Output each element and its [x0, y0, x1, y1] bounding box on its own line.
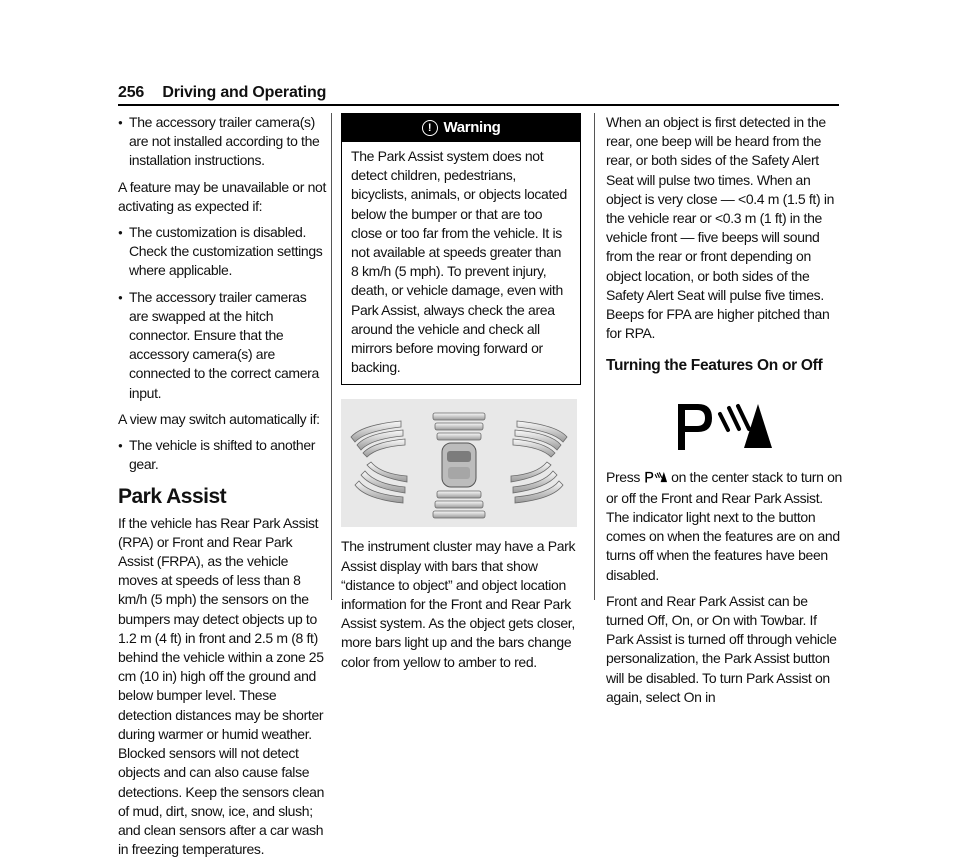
page-number: 256	[118, 84, 145, 101]
park-assist-inline-icon	[644, 470, 668, 489]
park-assist-display-illustration	[341, 399, 577, 527]
paragraph: A feature may be unavailable or not activating as expected if:	[118, 178, 327, 214]
list-item: ● The accessory trailer cameras are swapped at the hitch connector. Ensure that the accessory camera(s) are connected to the correct camera input.	[118, 288, 326, 403]
column-divider	[594, 113, 595, 600]
list-item: ● The vehicle is shifted to another gear.	[118, 436, 326, 474]
column-divider	[331, 113, 332, 600]
section-heading: Park Assist	[118, 485, 227, 509]
park-assist-button-icon	[606, 388, 842, 464]
park-assist-display-svg	[341, 399, 577, 527]
warning-text: The Park Assist system does not detect children, pedestrians, bicyclists, animals, or objects located below the bumper or that are too close or too far from the vehicle. It is not available at speeds greater than 8 km/h (5 mph). To prevent injury, death, or vehicle damage, even with Park Assist, always check the area around the vehicle and check all mirrors before moving forward or backing.	[351, 148, 567, 376]
page-header	[118, 84, 326, 102]
paragraph: A view may switch automatically if:	[118, 410, 320, 427]
column-1	[118, 113, 326, 866]
column-3	[606, 113, 842, 714]
list-item: ● The accessory trailer camera(s) are not installed according to the installation instructions.	[118, 113, 326, 171]
press-text-rest: on the center stack to turn on or off the Front and Rear Park Assist. The indicator light next to the button comes on when the features are on and turns off when the features have been disabled.	[606, 468, 842, 583]
paragraph: When an object is first detected in the rear, one beep will be heard from the rear, or both sides of the Safety Alert Seat will pulse two times. When an object is very close — <0.4 m (1.5 ft) in the vehicle rear or <0.3 m (1 ft) in the vehicle front — five beeps will sound from the rear or front depending on object location, or both sides of the Safety Alert Seat will pulse five times. Beeps for FPA are higher pitched than for RPA.	[606, 114, 835, 342]
column-2	[341, 113, 581, 679]
warning-header	[342, 114, 580, 142]
warning-title: Warning	[443, 119, 501, 137]
press-text: Press	[606, 468, 641, 485]
paragraph: Front and Rear Park Assist can be turned Off, On, or On with Towbar. If Park Assist is turned off through vehicle personalization, the Park Assist button will be disabled. To turn Park Assist on again, select On in	[606, 592, 837, 705]
subsection-heading: Turning the Features On or Off	[606, 357, 823, 375]
header-rule	[118, 104, 839, 106]
paragraph	[606, 468, 842, 585]
paragraph: The instrument cluster may have a Park Assist display with bars that show “distance to object” and object location information for the Front and Rear Park Assist system. As the object gets closer, more bars light up and the bars change color from yellow to amber to red.	[341, 538, 576, 670]
section-title: Driving and Operating	[162, 84, 327, 101]
list-item: ● The customization is disabled. Check the customization settings where applicable.	[118, 223, 326, 281]
warning-circle-icon: !	[422, 120, 438, 136]
paragraph: If the vehicle has Rear Park Assist (RPA) or Front and Rear Park Assist (FRPA), as the vehicle moves at speeds of less than 8 km/h (5 mph) the sensors on the bumpers may detect objects up to 1.2 m (4 ft) in front and 2.5 m (8 ft) behind the vehicle within a zone 25 cm (10 in) high off the ground and below bumper level. These detection distances may be shorter during warmer or humid weather. Blocked sensors will not detect objects and can also cause false detections. Keep the sensors clean of mud, dirt, snow, ice, and slush; and clean sensors after a car wash in freezing temperatures.	[118, 514, 325, 858]
warning-box	[341, 113, 581, 385]
